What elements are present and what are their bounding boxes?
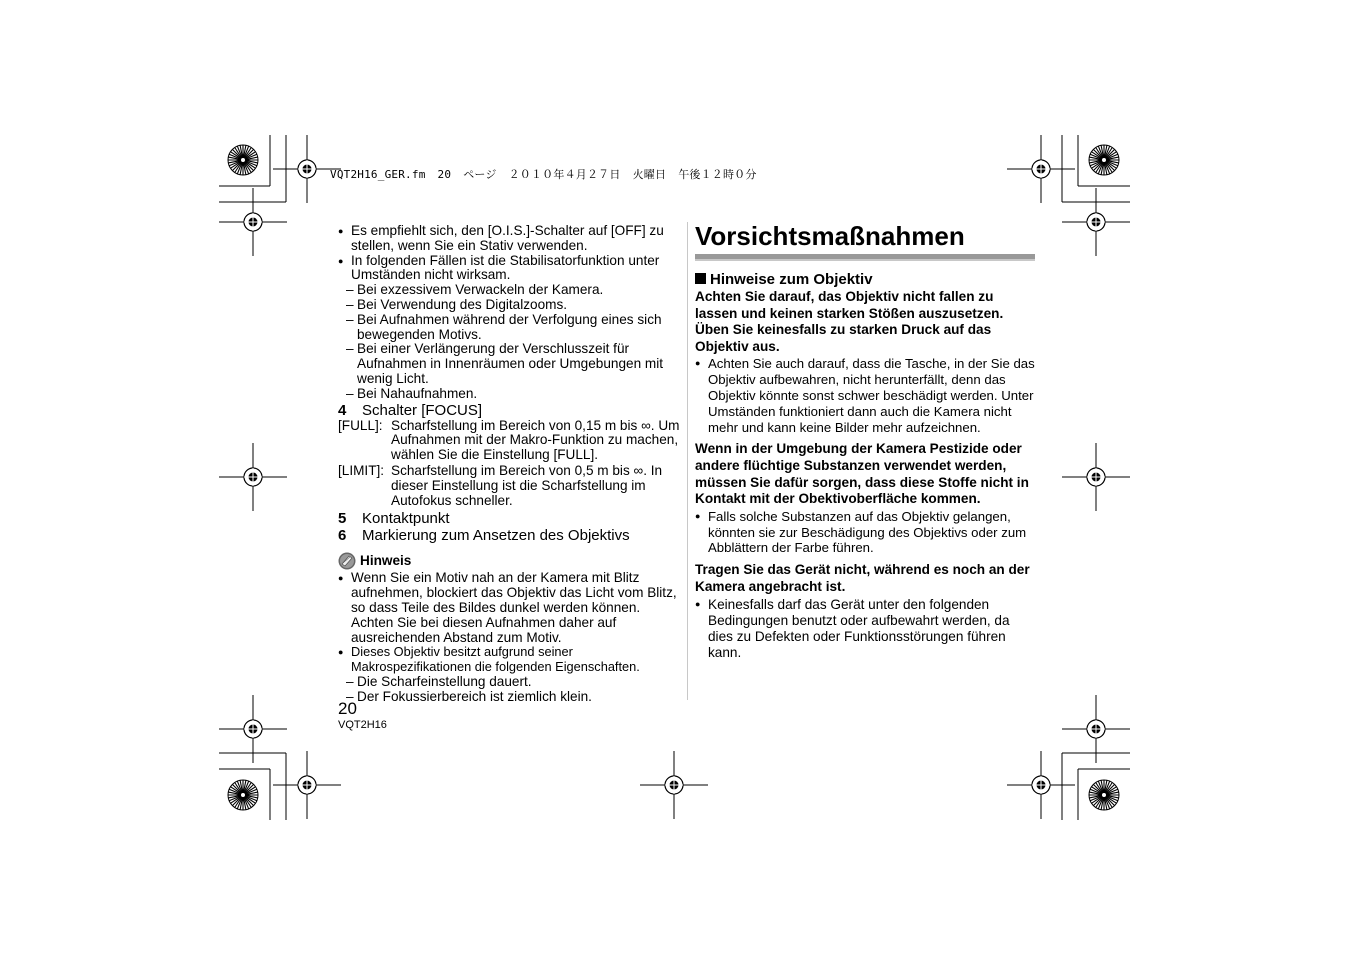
bullet-item: ● Achten Sie auch darauf, dass die Tasche, in der Sie das Objektiv aufbewahren, nicht herunterfällt, denn das Objektiv könnte sonst schwer beschädigt werden. Unter Umständen funktioniert dann auch die Kamera nicht mehr und kann keine Bilder mehr aufzeichnen.: [695, 356, 1035, 435]
column-divider: [687, 222, 688, 700]
bullet-item: ● Wenn Sie ein Motiv nah an der Kamera mit Blitz aufnehmen, blockiert das Objektiv das Licht vom Blitz, so dass Teile des Bildes dunkel werden können. Achten Sie bei diesen Aufnahmen daher auf ausreichenden Abstand zum Motiv.: [338, 571, 683, 645]
print-header: [330, 166, 769, 182]
bold-paragraph: Wenn in der Umgebung der Kamera Pestizide oder andere flüchtige Substanzen verwendet werden, müssen Sie dafür sorgen, dass diese Stoffe nicht in Kontakt mit der Obektivoberfläche kommen.: [695, 441, 1029, 507]
def-key: [LIMIT]:: [338, 462, 385, 478]
section-heading-text: Hinweise zum Objektiv: [710, 271, 873, 288]
item-number: 5: [338, 510, 347, 528]
header-date: ２０１０年４月２７日: [508, 168, 621, 181]
bold-paragraph: Achten Sie darauf, das Objektiv nicht fallen zu lassen und keinen starken Stößen auszusetzen. Üben Sie keinesfalls zu starken Druck auf das Objektiv aus.: [695, 289, 1004, 354]
item-4: [338, 403, 683, 419]
hinweis-heading: [338, 552, 683, 570]
square-bullet-icon: [695, 273, 706, 284]
title-rule: [695, 254, 1035, 261]
bullet-item: ● In folgenden Fällen ist die Stabilisatorfunktion unter Umständen nicht wirksam.: [338, 254, 683, 284]
note-icon: [338, 552, 356, 570]
def-value: Scharfstellung im Bereich von 0,15 m bis ∞. Um Aufnahmen mit der Makro-Funktion zu machen, wählen Sie die Einstellung [FULL].: [391, 417, 680, 463]
dash-item: – Bei Verwendung des Digitalzooms.: [338, 298, 683, 313]
def-full: [338, 419, 683, 463]
item-5: [338, 511, 683, 527]
header-page-num: 20: [437, 168, 452, 181]
page-title: Vorsichtsmaßnahmen: [695, 221, 965, 251]
bullet-item: ● Keinesfalls darf das Gerät unter den folgenden Bedingungen benutzt oder aufbewahrt werden, da dies zu Defekten oder Funktionsstörungen führen kann.: [695, 597, 1035, 660]
item-6: [338, 528, 683, 544]
page-number: 20: [338, 699, 357, 718]
header-weekday: 火曜日: [632, 168, 667, 181]
item-number: 4: [338, 401, 347, 419]
item-label: Schalter [FOCUS]: [362, 401, 483, 419]
def-limit: [338, 464, 683, 508]
header-time: 午後１２時０分: [678, 168, 757, 181]
document-code: VQT2H16: [338, 719, 387, 731]
dash-item: – Bei Aufnahmen während der Verfolgung eines sich bewegenden Motivs.: [338, 313, 683, 343]
def-value: Scharfstellung im Bereich von 0,5 m bis ∞. In dieser Einstellung ist die Scharfstellung im Autofokus schneller.: [391, 462, 663, 508]
right-column: [695, 220, 1035, 661]
left-column: [338, 224, 683, 705]
dash-item: – Bei Nahaufnahmen.: [338, 387, 683, 402]
bullet-item: ● Falls solche Substanzen auf das Objektiv gelangen, könnten sie zur Beschädigung des Objektivs oder zum Abblättern der Farbe führen.: [695, 509, 1035, 556]
hinweis-label: Hinweis: [360, 552, 412, 568]
item-number: 6: [338, 527, 347, 545]
item-label: Markierung zum Ansetzen des Objektivs: [362, 527, 630, 545]
bullet-item: ● Es empfiehlt sich, den [O.I.S.]-Schalter auf [OFF] zu stellen, wenn Sie ein Stativ verwenden.: [338, 224, 683, 254]
header-page-label: ページ: [463, 168, 497, 181]
section-heading: [695, 271, 1035, 289]
dash-item: – Bei einer Verlängerung der Verschlusszeit für Aufnahmen in Innenräumen oder Umgebungen mit wenig Licht.: [338, 342, 683, 386]
dash-item: – Bei exzessivem Verwackeln der Kamera.: [338, 283, 683, 298]
bullet-item: ● Dieses Objektiv besitzt aufgrund seiner Makrospezifikationen die folgenden Eigenschaften.: [338, 645, 683, 675]
item-label: Kontaktpunkt: [362, 510, 450, 528]
def-key: [FULL]:: [338, 417, 383, 433]
header-filename: VQT2H16_GER.fm: [330, 168, 426, 181]
bold-paragraph: Tragen Sie das Gerät nicht, während es noch an der Kamera angebracht ist.: [695, 562, 1030, 594]
dash-item: – Die Scharfeinstellung dauert.: [338, 675, 683, 690]
dash-item: – Der Fokussierbereich ist ziemlich klein.: [338, 690, 683, 705]
